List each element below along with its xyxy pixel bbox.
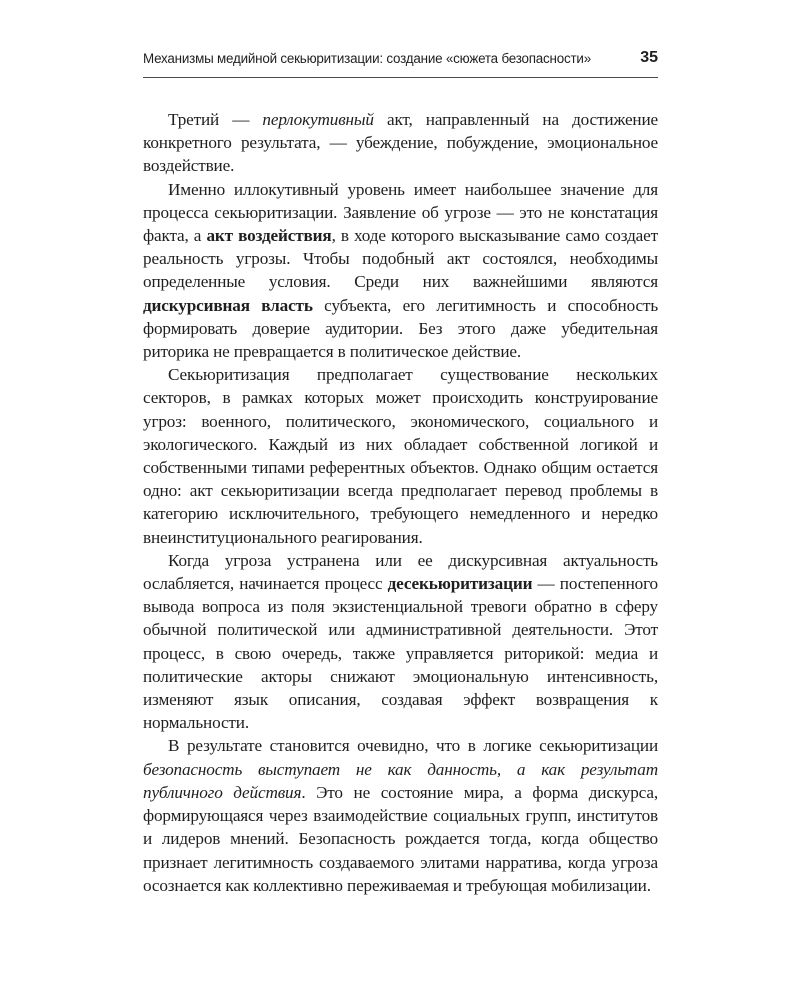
paragraph-2-text-1: Именно иллокутивный уровень имеет наибольшее значение для процесса секьюритизации. Заявление об угрозе — это не констатация факта, а: [143, 179, 658, 246]
paragraph-4: [143, 549, 658, 735]
paragraph-4-text-1: Когда угроза устранена или ее дискурсивная актуальность ослабляется, начинается процесс: [143, 550, 658, 594]
paragraph-3: [143, 363, 658, 549]
paragraph-4-bold-term: десекьюритизации: [387, 574, 533, 594]
paragraph-2: [143, 178, 658, 364]
paragraph-2-bold-term-2: дискурсивная власть: [143, 295, 313, 315]
header-rule: [143, 77, 658, 78]
paragraph-4-text-2: — постепенного вывода вопроса из поля экзистенциальной тревоги обратно в сферу обычной политической или административной деятельности. Этот процесс, в свою очередь, также управляется риторикой: медиа и политические акторы снижают эмоциональную интенсивность, изменяют язык описания, создавая эффект возвращения к нормальности.: [143, 574, 658, 733]
body-text: [143, 108, 658, 897]
paragraph-1-text-1: Третий —: [168, 110, 263, 129]
paragraph-1-italic-term: перлокутивный: [262, 110, 374, 129]
running-header: [143, 48, 658, 70]
paragraph-1-text-2: акт, направленный на достижение конкретного результата, — убеждение, побуждение, эмоциональное воздействие.: [143, 110, 658, 176]
paragraph-2-text-2: , в ходе которого высказывание само создает реальность угрозы. Чтобы подобный акт состоялся, необходимы определенные условия. Среди них важнейшими являются: [143, 226, 658, 292]
paragraph-5-text-2: . Это не состояние мира, а форма дискурса, формирующаяся через взаимодействие социальных групп, институтов и лидеров мнений. Безопасность рождается тогда, когда общество признает легитимность создаваемого элитами нарратива, когда угроза осознается как коллективно переживаемая и требующая мобилизации.: [143, 782, 658, 895]
running-header-title: Механизмы медийной секьюритизации: создание «сюжета безопасности»: [143, 51, 591, 66]
paragraph-2-bold-term-1: акт воздействия: [206, 226, 332, 246]
paragraph-5: [143, 734, 658, 896]
paragraph-3-text-1: Секьюритизация предполагает существование нескольких секторов, в рамках которых может происходить конструирование угроз: военного, политического, экономического, социального и экологического. Каждый из них обладает собственной логикой и собственными типами референтных объектов. Однако общим остается одно: акт секьюритизации всегда предполагает перевод проблемы в категорию исключительного, требующего немедленного и нередко внеинституционального реагирования.: [143, 365, 658, 547]
paragraph-1: [143, 108, 658, 178]
page-number: 35: [640, 49, 658, 66]
paragraph-5-italic-phrase: безопасность выступает не как данность, а как результат публичного действия: [143, 759, 658, 802]
paragraph-5-text-1: В результате становится очевидно, что в логике секьюритизации: [168, 736, 658, 756]
paragraph-2-text-3: субъекта, его легитимность и способность формировать доверие аудитории. Без этого даже убедительная риторика не превращается в политическое действие.: [143, 295, 659, 362]
